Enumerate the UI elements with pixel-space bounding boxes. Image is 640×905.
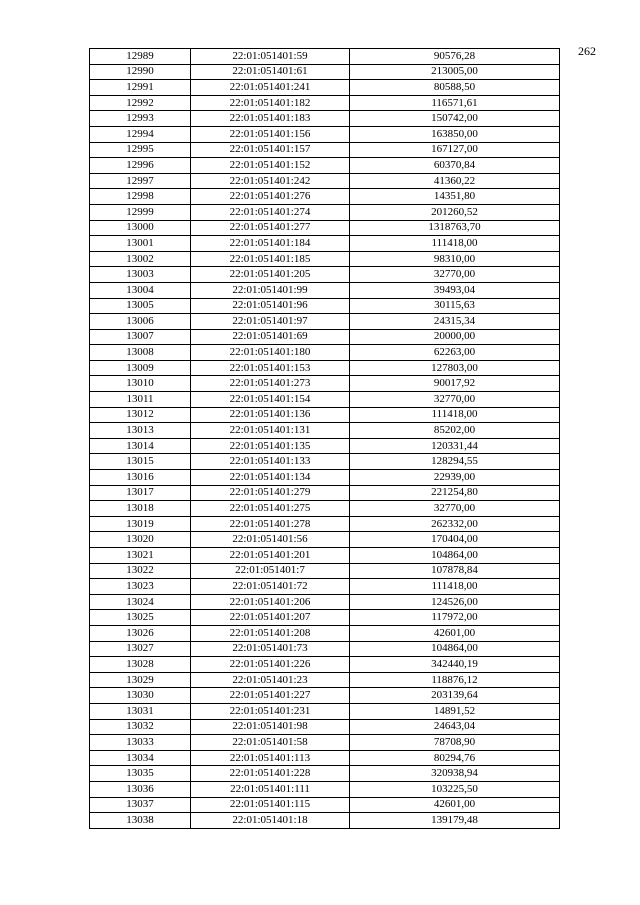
cadastral-number-cell: 22:01:051401:185	[191, 251, 350, 267]
cadastral-value-cell: 262332,00	[350, 516, 560, 532]
cadastral-number-cell: 22:01:051401:231	[191, 703, 350, 719]
row-number-cell: 12998	[90, 189, 191, 205]
table-row	[90, 641, 560, 657]
cadastral-value-cell: 167127,00	[350, 142, 560, 158]
row-number-cell: 12995	[90, 142, 191, 158]
cadastral-value-cell: 203139,64	[350, 688, 560, 704]
cadastral-number-cell: 22:01:051401:154	[191, 392, 350, 408]
cadastral-number-cell: 22:01:051401:56	[191, 532, 350, 548]
table-row	[90, 282, 560, 298]
table-row	[90, 407, 560, 423]
row-number-cell: 13032	[90, 719, 191, 735]
table-row	[90, 672, 560, 688]
row-number-cell: 12991	[90, 80, 191, 96]
row-number-cell: 13011	[90, 392, 191, 408]
cadastral-number-cell: 22:01:051401:227	[191, 688, 350, 704]
table-row	[90, 516, 560, 532]
cadastral-value-cell: 118876,12	[350, 672, 560, 688]
row-number-cell: 13034	[90, 750, 191, 766]
cadastral-number-cell: 22:01:051401:73	[191, 641, 350, 657]
cadastral-value-cell: 111418,00	[350, 236, 560, 252]
cadastral-value-cell: 32770,00	[350, 501, 560, 517]
table-row	[90, 625, 560, 641]
row-number-cell: 13004	[90, 282, 191, 298]
cadastral-number-cell: 22:01:051401:59	[191, 49, 350, 65]
cadastral-number-cell: 22:01:051401:135	[191, 438, 350, 454]
cadastral-number-cell: 22:01:051401:180	[191, 345, 350, 361]
cadastral-value-cell: 78708,90	[350, 735, 560, 751]
row-number-cell: 13007	[90, 329, 191, 345]
table-row	[90, 376, 560, 392]
table-row	[90, 532, 560, 548]
cadastral-value-cell: 117972,00	[350, 610, 560, 626]
row-number-cell: 13019	[90, 516, 191, 532]
cadastral-number-cell: 22:01:051401:115	[191, 797, 350, 813]
row-number-cell: 13037	[90, 797, 191, 813]
cadastral-number-cell: 22:01:051401:275	[191, 501, 350, 517]
cadastral-value-cell: 14351,80	[350, 189, 560, 205]
cadastral-number-cell: 22:01:051401:153	[191, 360, 350, 376]
cadastral-value-cell: 62263,00	[350, 345, 560, 361]
cadastral-number-cell: 22:01:051401:201	[191, 548, 350, 564]
cadastral-number-cell: 22:01:051401:205	[191, 267, 350, 283]
row-number-cell: 13009	[90, 360, 191, 376]
table-row	[90, 688, 560, 704]
row-number-cell: 13016	[90, 470, 191, 486]
table-row	[90, 49, 560, 65]
table-row	[90, 360, 560, 376]
cadastral-number-cell: 22:01:051401:134	[191, 470, 350, 486]
table-row	[90, 438, 560, 454]
table-row	[90, 95, 560, 111]
table-row	[90, 236, 560, 252]
cadastral-value-cell: 342440,19	[350, 657, 560, 673]
cadastral-number-cell: 22:01:051401:131	[191, 423, 350, 439]
table-row	[90, 766, 560, 782]
row-number-cell: 12994	[90, 126, 191, 142]
cadastral-number-cell: 22:01:051401:274	[191, 204, 350, 220]
cadastral-number-cell: 22:01:051401:208	[191, 625, 350, 641]
cadastral-value-cell: 163850,00	[350, 126, 560, 142]
row-number-cell: 13002	[90, 251, 191, 267]
cadastral-value-cell: 24643,04	[350, 719, 560, 735]
cadastral-number-cell: 22:01:051401:133	[191, 454, 350, 470]
cadastral-number-cell: 22:01:051401:113	[191, 750, 350, 766]
row-number-cell: 13014	[90, 438, 191, 454]
cadastral-value-cell: 1318763,70	[350, 220, 560, 236]
cadastral-value-cell: 80588,50	[350, 80, 560, 96]
row-number-cell: 13013	[90, 423, 191, 439]
table-row	[90, 251, 560, 267]
table-row	[90, 142, 560, 158]
cadastral-value-cell: 41360,22	[350, 173, 560, 189]
table-row	[90, 64, 560, 80]
cadastral-value-cell: 320938,94	[350, 766, 560, 782]
table-row	[90, 80, 560, 96]
cadastral-number-cell: 22:01:051401:69	[191, 329, 350, 345]
table-row	[90, 610, 560, 626]
cadastral-number-cell: 22:01:051401:276	[191, 189, 350, 205]
row-number-cell: 13001	[90, 236, 191, 252]
cadastral-value-cell: 90576,28	[350, 49, 560, 65]
cadastral-value-cell: 42601,00	[350, 625, 560, 641]
cadastral-value-cell: 90017,92	[350, 376, 560, 392]
row-number-cell: 13006	[90, 314, 191, 330]
cadastral-value-cell: 107878,84	[350, 563, 560, 579]
table-row	[90, 204, 560, 220]
table-row	[90, 267, 560, 283]
cadastral-number-cell: 22:01:051401:184	[191, 236, 350, 252]
cadastral-value-cell: 24315,34	[350, 314, 560, 330]
cadastral-value-cell: 85202,00	[350, 423, 560, 439]
row-number-cell: 12996	[90, 158, 191, 174]
row-number-cell: 13020	[90, 532, 191, 548]
cadastral-value-table	[89, 48, 560, 829]
row-number-cell: 13025	[90, 610, 191, 626]
table-row	[90, 298, 560, 314]
cadastral-number-cell: 22:01:051401:99	[191, 282, 350, 298]
table-row	[90, 454, 560, 470]
cadastral-number-cell: 22:01:051401:156	[191, 126, 350, 142]
row-number-cell: 13000	[90, 220, 191, 236]
row-number-cell: 12989	[90, 49, 191, 65]
table-row	[90, 111, 560, 127]
cadastral-number-cell: 22:01:051401:277	[191, 220, 350, 236]
table-row	[90, 173, 560, 189]
cadastral-number-cell: 22:01:051401:228	[191, 766, 350, 782]
table-row	[90, 797, 560, 813]
table-row	[90, 189, 560, 205]
cadastral-value-cell: 111418,00	[350, 579, 560, 595]
table-row	[90, 126, 560, 142]
row-number-cell: 12999	[90, 204, 191, 220]
cadastral-value-cell: 20000,00	[350, 329, 560, 345]
row-number-cell: 13015	[90, 454, 191, 470]
row-number-cell: 13023	[90, 579, 191, 595]
row-number-cell: 13012	[90, 407, 191, 423]
table-row	[90, 501, 560, 517]
table-body	[90, 49, 560, 829]
cadastral-value-cell: 128294,55	[350, 454, 560, 470]
table-row	[90, 158, 560, 174]
table-row	[90, 423, 560, 439]
cadastral-number-cell: 22:01:051401:273	[191, 376, 350, 392]
table-row	[90, 781, 560, 797]
table-row	[90, 813, 560, 829]
cadastral-value-cell: 170404,00	[350, 532, 560, 548]
cadastral-number-cell: 22:01:051401:226	[191, 657, 350, 673]
cadastral-value-cell: 124526,00	[350, 594, 560, 610]
cadastral-number-cell: 22:01:051401:278	[191, 516, 350, 532]
cadastral-value-cell: 104864,00	[350, 548, 560, 564]
row-number-cell: 13017	[90, 485, 191, 501]
table-row	[90, 735, 560, 751]
cadastral-number-cell: 22:01:051401:7	[191, 563, 350, 579]
table-row	[90, 563, 560, 579]
cadastral-number-cell: 22:01:051401:183	[191, 111, 350, 127]
row-number-cell: 13027	[90, 641, 191, 657]
table-row	[90, 485, 560, 501]
row-number-cell: 13033	[90, 735, 191, 751]
table-row	[90, 594, 560, 610]
row-number-cell: 13036	[90, 781, 191, 797]
cadastral-number-cell: 22:01:051401:152	[191, 158, 350, 174]
cadastral-number-cell: 22:01:051401:96	[191, 298, 350, 314]
cadastral-number-cell: 22:01:051401:18	[191, 813, 350, 829]
table-row	[90, 314, 560, 330]
cadastral-value-cell: 116571,61	[350, 95, 560, 111]
row-number-cell: 12992	[90, 95, 191, 111]
cadastral-value-cell: 201260,52	[350, 204, 560, 220]
cadastral-value-cell: 221254,80	[350, 485, 560, 501]
cadastral-number-cell: 22:01:051401:98	[191, 719, 350, 735]
cadastral-value-cell: 111418,00	[350, 407, 560, 423]
table-row	[90, 548, 560, 564]
cadastral-value-cell: 139179,48	[350, 813, 560, 829]
table-row	[90, 470, 560, 486]
cadastral-value-cell: 120331,44	[350, 438, 560, 454]
table-row	[90, 392, 560, 408]
row-number-cell: 13030	[90, 688, 191, 704]
row-number-cell: 13022	[90, 563, 191, 579]
row-number-cell: 13028	[90, 657, 191, 673]
table-row	[90, 220, 560, 236]
row-number-cell: 13038	[90, 813, 191, 829]
cadastral-value-cell: 98310,00	[350, 251, 560, 267]
table-row	[90, 703, 560, 719]
cadastral-number-cell: 22:01:051401:111	[191, 781, 350, 797]
cadastral-number-cell: 22:01:051401:241	[191, 80, 350, 96]
table-row	[90, 329, 560, 345]
row-number-cell: 12997	[90, 173, 191, 189]
row-number-cell: 13029	[90, 672, 191, 688]
cadastral-number-cell: 22:01:051401:136	[191, 407, 350, 423]
cadastral-value-cell: 32770,00	[350, 392, 560, 408]
cadastral-number-cell: 22:01:051401:61	[191, 64, 350, 80]
cadastral-value-cell: 213005,00	[350, 64, 560, 80]
row-number-cell: 13035	[90, 766, 191, 782]
cadastral-number-cell: 22:01:051401:207	[191, 610, 350, 626]
page-number: 262	[578, 44, 596, 58]
cadastral-value-cell: 60370,84	[350, 158, 560, 174]
cadastral-number-cell: 22:01:051401:206	[191, 594, 350, 610]
table-row	[90, 579, 560, 595]
cadastral-value-cell: 32770,00	[350, 267, 560, 283]
cadastral-value-cell: 127803,00	[350, 360, 560, 376]
row-number-cell: 13003	[90, 267, 191, 283]
cadastral-number-cell: 22:01:051401:72	[191, 579, 350, 595]
table-row	[90, 345, 560, 361]
row-number-cell: 13024	[90, 594, 191, 610]
cadastral-value-cell: 103225,50	[350, 781, 560, 797]
cadastral-value-cell: 104864,00	[350, 641, 560, 657]
table-row	[90, 657, 560, 673]
cadastral-number-cell: 22:01:051401:242	[191, 173, 350, 189]
row-number-cell: 12993	[90, 111, 191, 127]
cadastral-value-cell: 42601,00	[350, 797, 560, 813]
table-row	[90, 750, 560, 766]
cadastral-number-cell: 22:01:051401:157	[191, 142, 350, 158]
row-number-cell: 13031	[90, 703, 191, 719]
cadastral-value-cell: 80294,76	[350, 750, 560, 766]
row-number-cell: 13021	[90, 548, 191, 564]
cadastral-number-cell: 22:01:051401:23	[191, 672, 350, 688]
cadastral-number-cell: 22:01:051401:182	[191, 95, 350, 111]
cadastral-value-cell: 150742,00	[350, 111, 560, 127]
row-number-cell: 13008	[90, 345, 191, 361]
row-number-cell: 13026	[90, 625, 191, 641]
row-number-cell: 13018	[90, 501, 191, 517]
cadastral-number-cell: 22:01:051401:97	[191, 314, 350, 330]
cadastral-value-cell: 22939,00	[350, 470, 560, 486]
row-number-cell: 12990	[90, 64, 191, 80]
row-number-cell: 13005	[90, 298, 191, 314]
cadastral-value-cell: 14891,52	[350, 703, 560, 719]
cadastral-number-cell: 22:01:051401:58	[191, 735, 350, 751]
cadastral-value-cell: 39493,04	[350, 282, 560, 298]
cadastral-value-cell: 30115,63	[350, 298, 560, 314]
cadastral-number-cell: 22:01:051401:279	[191, 485, 350, 501]
row-number-cell: 13010	[90, 376, 191, 392]
table-row	[90, 719, 560, 735]
